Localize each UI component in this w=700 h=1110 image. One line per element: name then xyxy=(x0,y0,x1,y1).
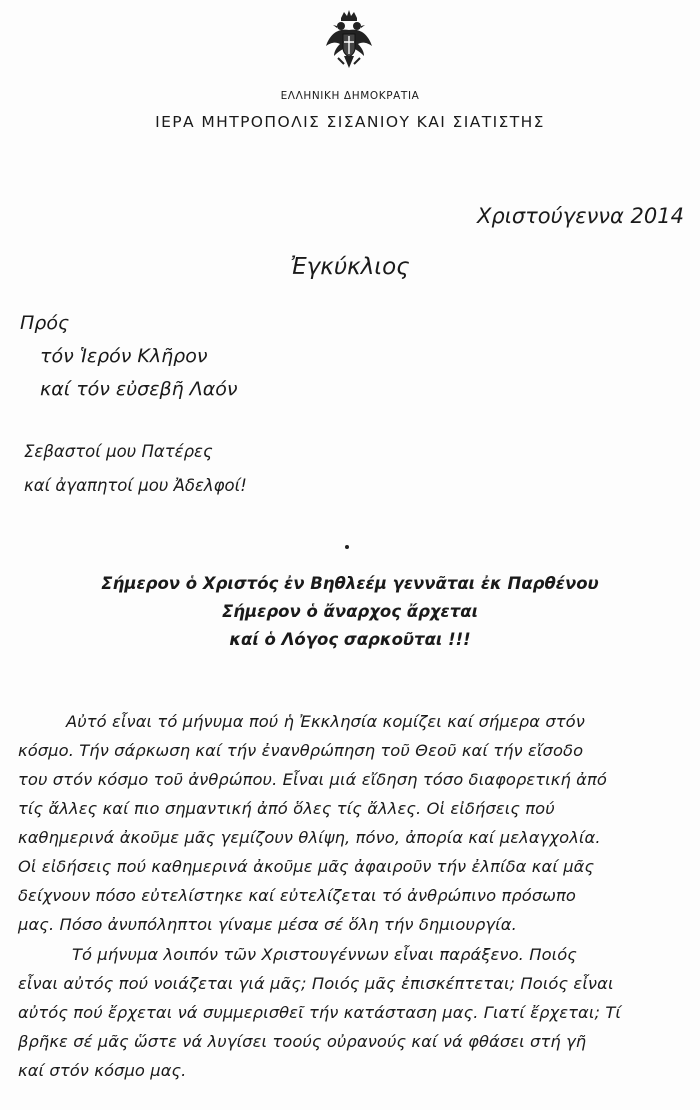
double-headed-eagle-emblem xyxy=(324,8,374,70)
header-institution: ΙΕΡΑ ΜΗΤΡΟΠΟΛΙΣ ΣΙΣΑΝΙΟΥ ΚΑΙ ΣΙΑΤΙΣΤΗΣ xyxy=(155,113,545,131)
greeting-line: καί ἀγαπητοί μου Ἀδελφοί! xyxy=(24,476,247,495)
recipient-line: τόν Ἱερόν Κλῆρον xyxy=(40,345,208,367)
motto-line: Σήμερον ὁ Χριστός ἐν Βηθλεέμ γεννᾶται ἐκ Παρθένου xyxy=(101,574,599,593)
body-text-line: καθημερινά ἀκοῦμε μᾶς γεμίζουν θλίψη, πόνο, ἀπορία καί μελαγχολία. xyxy=(18,828,601,847)
body-text-line: κόσμο. Τήν σάρκωση καί τήν ἐνανθρώπηση τοῦ Θεοῦ καί τήν εἴσοδο xyxy=(18,741,584,760)
body-text-line: μας. Πόσο ἀνυπόληπτοι γίναμε μέσα σέ ὅλη τήν δημιουργία. xyxy=(18,915,517,934)
motto-line: Σήμερον ὁ ἄναρχος ἄρχεται xyxy=(221,602,479,621)
header-country: ΕΛΛΗΝΙΚΗ ΔΗΜΟΚΡΑΤΙΑ xyxy=(280,90,420,102)
decorative-dot xyxy=(345,545,349,549)
body-text-line: δείχνουν πόσο εὐτελίστηκε καί εὐτελίζεται τό ἀνθρώπινο πρόσωπο xyxy=(18,886,576,905)
document-title: Ἐγκύκλιος xyxy=(290,254,410,280)
body-text-line: του στόν κόσμο τοῦ ἀνθρώπου. Εἶναι μιά εἴδηση τόσο διαφορετική ἀπό xyxy=(18,770,607,789)
body-text-line: εἶναι αὐτός πού νοιάζεται γιά μᾶς; Ποιός μᾶς ἐπισκέπτεται; Ποιός εἶναι xyxy=(18,974,614,993)
body-text-line: Τό μήνυμα λοιπόν τῶν Χριστουγέννων εἶναι παράξενο. Ποιός xyxy=(72,945,577,964)
body-text-line: Αὐτό εἶναι τό μήνυμα πού ἡ Ἐκκλησία κομίζει καί σήμερα στόν xyxy=(66,712,585,731)
recipient-line: Πρός xyxy=(20,312,70,334)
body-text-line: Οἱ εἰδήσεις πού καθημερινά ἀκοῦμε μᾶς ἀφαιροῦν τήν ἐλπίδα καί μᾶς xyxy=(18,857,595,876)
greeting-line: Σεβαστοί μου Πατέρες xyxy=(24,442,213,461)
body-text-line: βρῆκε σέ μᾶς ὥστε νά λυγίσει τοούς οὐρανούς καί νά φθάσει στή γῆ xyxy=(18,1032,587,1051)
letter-date: Χριστούγεννα 2014 xyxy=(477,204,684,228)
recipient-line: καί τόν εὐσεβῆ Λαόν xyxy=(40,378,238,400)
body-text-line: καί στόν κόσμο μας. xyxy=(18,1061,187,1080)
body-text-line: τίς ἄλλες καί πιο σημαντική ἀπό ὅλες τίς ἄλλες. Οἱ εἰδήσεις πού xyxy=(18,799,555,818)
motto-line: καί ὁ Λόγος σαρκοῦται !!! xyxy=(229,630,471,649)
body-text-line: αὐτός πού ἔρχεται νά συμμερισθεῖ τήν κατάσταση μας. Γιατί ἔρχεται; Τί xyxy=(18,1003,622,1022)
